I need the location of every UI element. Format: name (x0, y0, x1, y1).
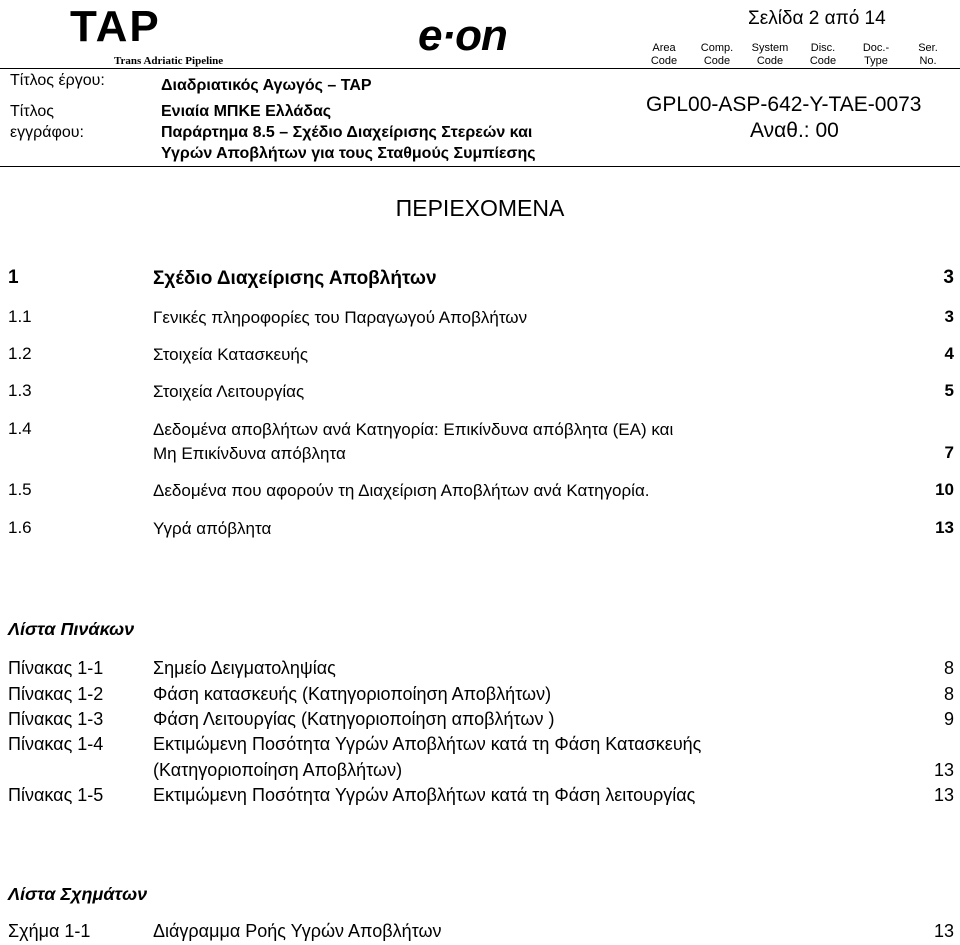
table-list-item-label: Πίνακας 1-4 (8, 734, 104, 754)
table-list-item-page: 8 (943, 684, 954, 704)
figure-list-item-label: Σχήμα 1-1 (8, 921, 91, 941)
table-list-item-title: Φάση κατασκευής (Κατηγοριοποίηση Αποβλήτων) (153, 684, 552, 704)
doc-title-label: Τίτλος (10, 103, 55, 120)
project-label: Τίτλος έργου: (10, 72, 105, 89)
code-column-system (744, 42, 796, 68)
table-list-item-page: 9 (943, 709, 954, 729)
toc-entry-page: 7 (944, 443, 954, 462)
code-column-area (638, 42, 690, 68)
code-column-label: Type (864, 55, 888, 67)
document-code-columns (638, 42, 958, 68)
toc-entry-page: 13 (935, 518, 954, 537)
figures-list-heading: Λίστα Σχημάτων (8, 884, 148, 904)
eon-logo: e·on (418, 11, 507, 60)
toc-entry-number: 1.1 (8, 307, 32, 326)
contents-title: ΠΕΡΙΕΧΟΜΕΝΑ (395, 195, 565, 221)
toc-entry-page: 3 (943, 267, 954, 288)
table-list-item-label: Πίνακας 1-2 (8, 684, 104, 704)
code-column-label: Ser. (918, 42, 938, 54)
header-divider (0, 68, 960, 69)
toc-entry-page: 3 (944, 307, 954, 326)
code-column-ser-no (902, 42, 954, 68)
table-list-item-page: 13 (933, 785, 954, 805)
toc-entry-number: 1.6 (8, 518, 32, 537)
revision-number: Αναθ.: 00 (750, 119, 839, 142)
doc-title-line: Ενιαία ΜΠΚΕ Ελλάδας (161, 103, 332, 120)
table-list-item-title: Σημείο Δειγματοληψίας (153, 658, 336, 678)
figure-list-item-title: Διάγραμμα Ροής Υγρών Αποβλήτων (153, 921, 442, 941)
table-list-item-page: 13 (933, 760, 954, 780)
code-column-label: Doc.- (862, 42, 890, 54)
toc-entry-title: Στοιχεία Κατασκευής (153, 345, 309, 364)
figure-list-item-page: 13 (933, 921, 954, 941)
code-column-label: System (751, 42, 789, 54)
table-list-item-title-continued: (Κατηγοριοποίηση Αποβλήτων) (153, 760, 403, 780)
tap-logo-subtitle: Trans Adriatic Pipeline (114, 55, 224, 67)
toc-entry-title: Δεδομένα που αφορούν τη Διαχείριση Αποβλήτων ανά Κατηγορία. (153, 481, 650, 500)
page-indicator: Σελίδα 2 από 14 (748, 8, 886, 29)
table-list-item-title: Φάση Λειτουργίας (Κατηγοριοποίηση αποβλήτων ) (153, 709, 555, 729)
code-column-label: Comp. (700, 42, 734, 54)
toc-entry-number: 1.2 (8, 344, 32, 363)
tap-logo (70, 2, 252, 67)
toc-entry-number: 1 (8, 267, 19, 288)
doc-title-label: εγγράφου: (10, 124, 84, 141)
project-value: Διαδριατικός Αγωγός – TAP (161, 77, 372, 94)
table-list-item-label: Πίνακας 1-1 (8, 658, 104, 678)
code-column-label: Area (652, 42, 676, 54)
tap-logo-wordmark: TAP (70, 2, 161, 51)
toc-entry-number: 1.5 (8, 480, 32, 499)
doc-title-line: Υγρών Αποβλήτων για τους Σταθμούς Συμπίεσης (161, 145, 536, 162)
toc-entry-title: Στοιχεία Λειτουργίας (153, 382, 305, 401)
toc-entry-page: 10 (935, 480, 954, 499)
toc-entry-page: 5 (944, 381, 954, 400)
toc-entry-title: Γενικές πληροφορίες του Παραγωγού Αποβλήτων (153, 308, 528, 327)
table-list-item-page: 8 (943, 658, 954, 678)
doc-title-line: Παράρτημα 8.5 – Σχέδιο Διαχείρισης Στερεών και (161, 124, 533, 141)
code-column-label: Code (809, 55, 837, 67)
code-column-comp (691, 42, 743, 68)
table-list-item-label: Πίνακας 1-5 (8, 785, 104, 805)
header-bottom-divider (0, 166, 960, 167)
toc-entry-title: Σχέδιο Διαχείρισης Αποβλήτων (153, 268, 437, 289)
code-column-label: Code (703, 55, 731, 67)
code-column-label: Code (650, 55, 678, 67)
code-column-doc-type (850, 42, 902, 68)
code-column-label: No. (919, 55, 937, 67)
toc-entry-number: 1.4 (8, 419, 32, 438)
tables-list-heading: Λίστα Πινάκων (8, 619, 135, 639)
table-list-item-title: Εκτιμώμενη Ποσότητα Υγρών Αποβλήτων κατά τη Φάση Κατασκευής (153, 734, 702, 754)
table-list-item-title: Εκτιμώμενη Ποσότητα Υγρών Αποβλήτων κατά τη Φάση λειτουργίας (153, 785, 696, 805)
toc-entry-title: Δεδομένα αποβλήτων ανά Κατηγορία: Επικίνδυνα απόβλητα (ΕΑ) και (153, 420, 674, 439)
toc-entry-title-continued: Μη Επικίνδυνα απόβλητα (153, 444, 346, 463)
toc-entry-title: Υγρά απόβλητα (153, 519, 272, 538)
code-column-disc (797, 42, 849, 68)
toc-entry-page: 4 (944, 344, 954, 363)
code-column-label: Disc. (810, 42, 836, 54)
table-list-item-label: Πίνακας 1-3 (8, 709, 104, 729)
toc-entry-number: 1.3 (8, 381, 32, 400)
code-column-label: Code (756, 55, 784, 67)
document-code: GPL00-ASP-642-Y-TAE-0073 (646, 93, 922, 116)
